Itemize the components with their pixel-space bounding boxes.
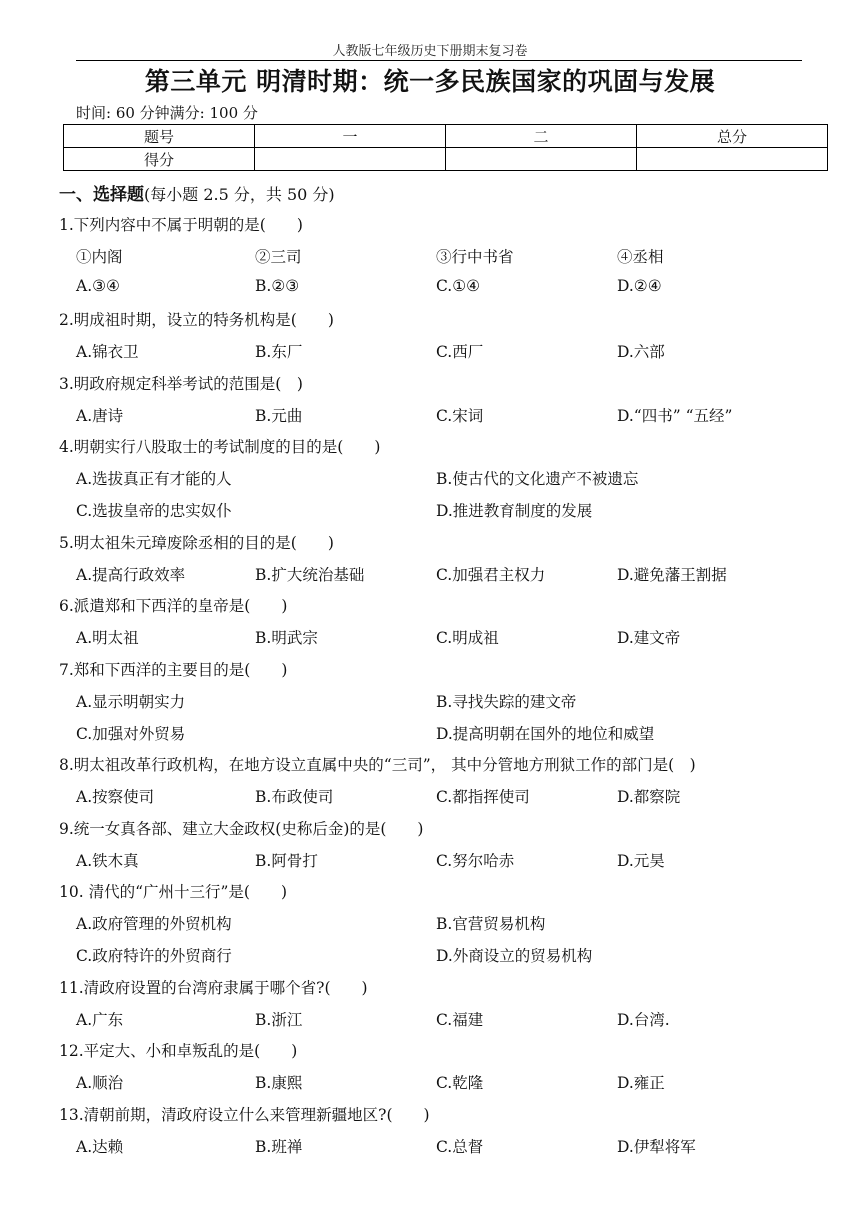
answer-option: B.寻找失踪的建文帝 xyxy=(436,693,577,711)
question-item: ③行中书省 xyxy=(436,248,514,266)
question-stem: 9.统一女真各部、建立大金政权(史称后金)的是( ) xyxy=(59,820,424,838)
answer-option: A.明太祖 xyxy=(76,629,139,647)
score-table-cell: 题号 xyxy=(64,125,255,148)
answer-option: C.明成祖 xyxy=(436,629,499,647)
answer-option: B.浙江 xyxy=(255,1011,303,1029)
answer-option: C.加强君主权力 xyxy=(436,566,546,584)
answer-option: A.选拔真正有才能的人 xyxy=(76,470,232,488)
answer-option: A.广东 xyxy=(76,1011,124,1029)
score-table-cell: 二 xyxy=(446,125,637,148)
answer-option: A.锦衣卫 xyxy=(76,343,139,361)
question-stem: 4.明朝实行八股取士的考试制度的目的是( ) xyxy=(59,438,381,456)
time-score-line: 时间: 60 分钟满分: 100 分 xyxy=(76,104,258,122)
score-table xyxy=(63,124,828,171)
answer-option: D.伊犁将军 xyxy=(617,1138,696,1156)
answer-option: D.雍正 xyxy=(617,1074,665,1092)
question-stem: 5.明太祖朱元璋废除丞相的目的是( ) xyxy=(59,534,334,552)
question-item: ①内阁 xyxy=(76,248,123,266)
header-note: 人教版七年级历史下册期末复习卷 xyxy=(332,44,528,59)
answer-option: B.布政使司 xyxy=(255,788,334,806)
answer-option: B.官营贸易机构 xyxy=(436,915,546,933)
section-note: (每小题 2.5 分，共 50 分) xyxy=(144,185,335,204)
question-stem: 7.郑和下西洋的主要目的是( ) xyxy=(59,661,288,679)
header-divider xyxy=(76,60,802,61)
score-table-header-row xyxy=(64,125,828,148)
answer-option: A.顺治 xyxy=(76,1074,124,1092)
answer-option: B.②③ xyxy=(255,277,300,295)
answer-option: B.康熙 xyxy=(255,1074,303,1092)
score-table-cell: 一 xyxy=(255,125,446,148)
answer-option: B.明武宗 xyxy=(255,629,318,647)
answer-option: D.提高明朝在国外的地位和威望 xyxy=(436,725,655,743)
answer-option: A.按察使司 xyxy=(76,788,155,806)
question-stem: 3.明政府规定科举考试的范围是( ) xyxy=(59,375,303,393)
question-stem: 2.明成祖时期，设立的特务机构是( ) xyxy=(59,311,334,329)
question-stem: 8.明太祖改革行政机构，在地方设立直属中央的“三司”， 其中分管地方刑狱工作的部门是( ) xyxy=(59,756,696,774)
question-item: ②三司 xyxy=(255,248,302,266)
answer-option: B.使古代的文化遗产不被遗忘 xyxy=(436,470,639,488)
answer-option: D.六部 xyxy=(617,343,665,361)
answer-option: C.政府特许的外贸商行 xyxy=(76,947,232,965)
answer-option: B.阿骨打 xyxy=(255,852,318,870)
answer-option: A.达赖 xyxy=(76,1138,124,1156)
answer-option: A.唐诗 xyxy=(76,407,124,425)
answer-option: C.加强对外贸易 xyxy=(76,725,186,743)
question-stem: 11.清政府设置的台湾府隶属于哪个省?( ) xyxy=(59,979,368,997)
answer-option: A.提高行政效率 xyxy=(76,566,186,584)
answer-option: C.福建 xyxy=(436,1011,484,1029)
answer-option: C.都指挥使司 xyxy=(436,788,530,806)
question-stem: 6.派遣郑和下西洋的皇帝是( ) xyxy=(59,597,288,615)
question-item: ④丞相 xyxy=(617,248,664,266)
answer-option: C.选拔皇帝的忠实奴仆 xyxy=(76,502,232,520)
answer-option: B.东厂 xyxy=(255,343,303,361)
answer-option: C.乾隆 xyxy=(436,1074,484,1092)
answer-option: C.宋词 xyxy=(436,407,484,425)
section-title: 一、选择题 xyxy=(59,185,144,205)
question-stem: 10. 清代的“广州十三行”是( ) xyxy=(59,883,288,901)
score-table-cell xyxy=(446,148,637,171)
answer-option: C.西厂 xyxy=(436,343,484,361)
score-table-cell: 得分 xyxy=(64,148,255,171)
answer-option: A.③④ xyxy=(76,277,120,295)
answer-option: D.台湾. xyxy=(617,1011,670,1029)
answer-option: D.元昊 xyxy=(617,852,665,870)
score-table-cell xyxy=(255,148,446,171)
score-table-cell xyxy=(637,148,828,171)
answer-option: A.显示明朝实力 xyxy=(76,693,186,711)
answer-option: C.总督 xyxy=(436,1138,484,1156)
answer-option: C.努尔哈赤 xyxy=(436,852,515,870)
answer-option: A.政府管理的外贸机构 xyxy=(76,915,232,933)
question-stem: 13.清朝前期，清政府设立什么来管理新疆地区?( ) xyxy=(59,1106,430,1124)
answer-option: D.外商设立的贸易机构 xyxy=(436,947,593,965)
answer-option: D.建文帝 xyxy=(617,629,681,647)
answer-option: D.都察院 xyxy=(617,788,681,806)
answer-option: B.扩大统治基础 xyxy=(255,566,365,584)
question-stem: 1.下列内容中不属于明朝的是( ) xyxy=(59,216,303,234)
score-table-score-row xyxy=(64,148,828,171)
page-title: 第三单元 明清时期：统一多民族国家的巩固与发展 xyxy=(144,67,716,96)
answer-option: D.“四书” “五经” xyxy=(617,407,733,425)
answer-option: D.避免藩王割据 xyxy=(617,566,727,584)
answer-option: C.①④ xyxy=(436,277,481,295)
answer-option: B.班禅 xyxy=(255,1138,303,1156)
question-stem: 12.平定大、小和卓叛乱的是( ) xyxy=(59,1042,298,1060)
answer-option: D.推进教育制度的发展 xyxy=(436,502,593,520)
answer-option: A.铁木真 xyxy=(76,852,139,870)
section-heading xyxy=(59,180,335,205)
answer-option: B.元曲 xyxy=(255,407,303,425)
score-table-cell: 总分 xyxy=(637,125,828,148)
answer-option: D.②④ xyxy=(617,277,662,295)
